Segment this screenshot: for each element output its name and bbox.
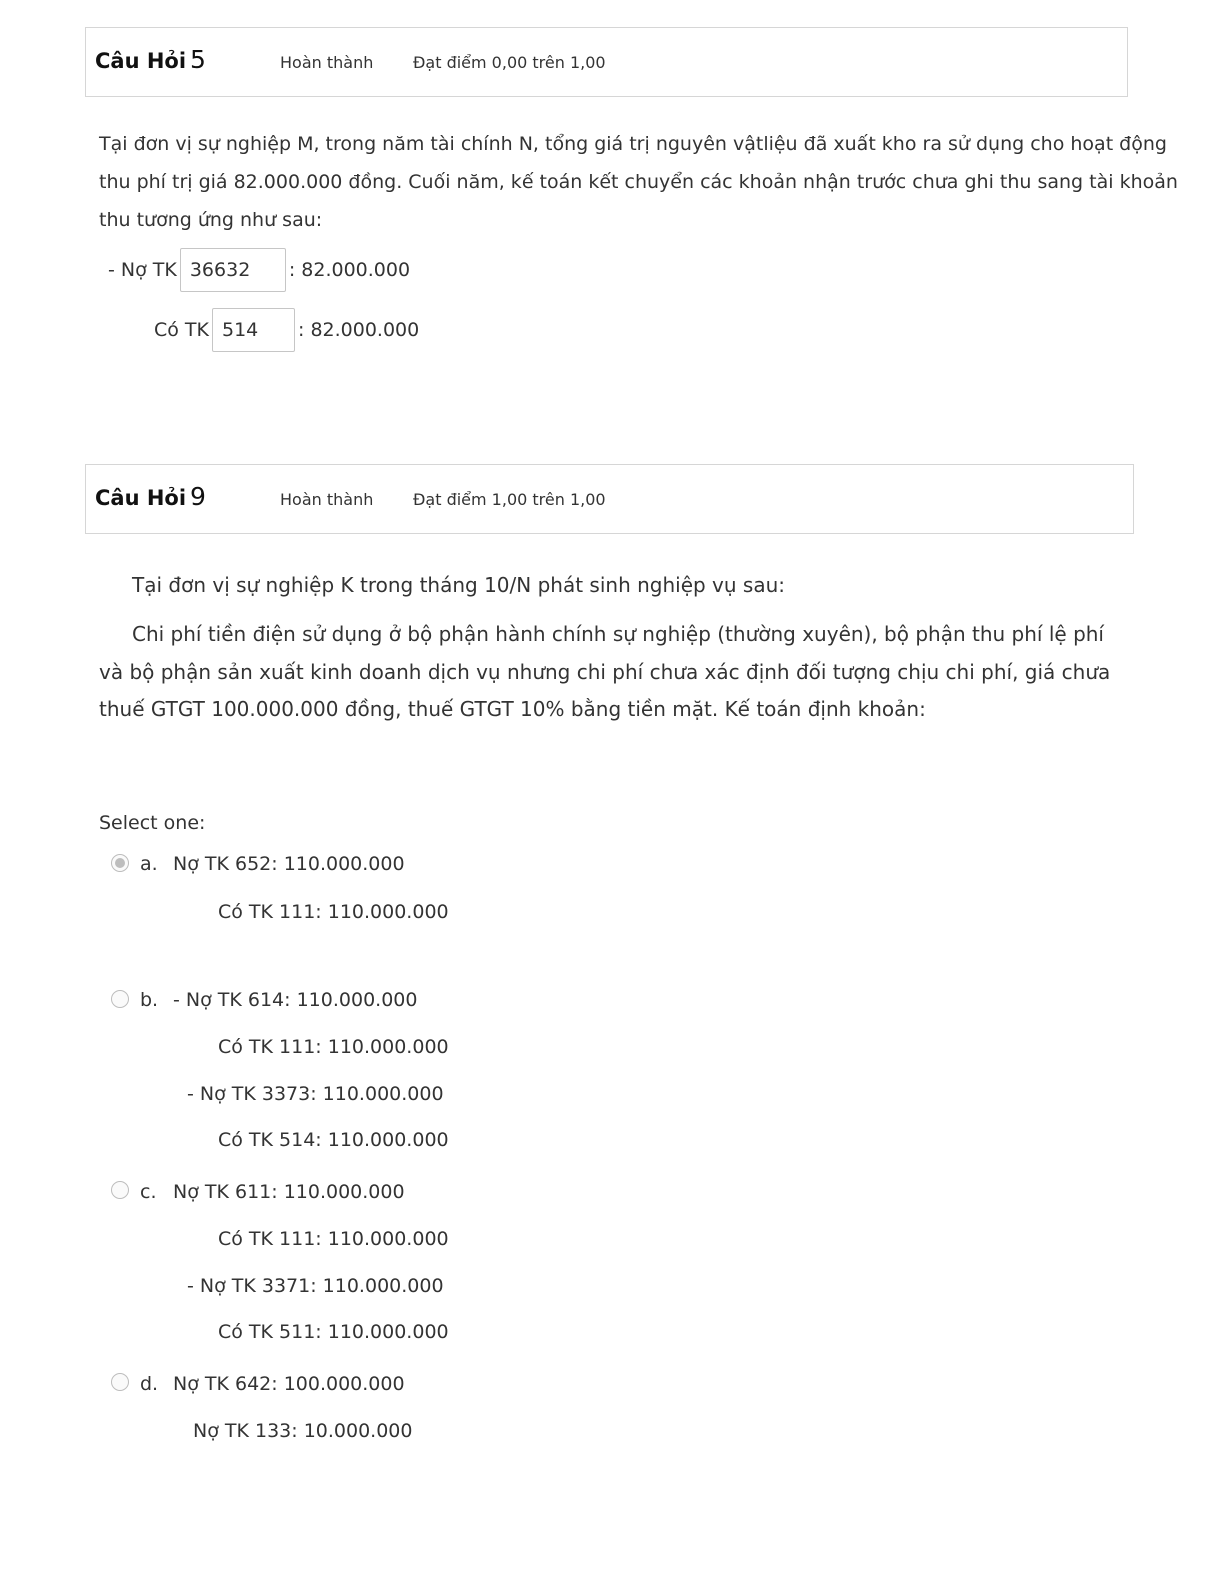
- question-9-text-line-2: Chi phí tiền điện sử dụng ở bộ phận hành chính sự nghiệp (thường xuyên), bộ phận thu phí lệ phí: [132, 622, 1104, 646]
- option-b-letter: b.: [140, 989, 159, 1011]
- credit-amount: : 82.000.000: [298, 319, 420, 341]
- question-5-state: Hoàn thành: [280, 53, 374, 72]
- option-c-line-2[interactable]: Có TK 111: 110.000.000: [218, 1228, 449, 1250]
- question-9-state: Hoàn thành: [280, 490, 374, 509]
- option-b-line-1[interactable]: - Nợ TK 614: 110.000.000: [173, 989, 418, 1011]
- question-5-info: [85, 27, 1128, 97]
- option-b-line-3[interactable]: - Nợ TK 3373: 110.000.000: [187, 1083, 444, 1105]
- debit-account-input[interactable]: 36632: [180, 248, 286, 292]
- question-5-text-line-3: thu tương ứng như sau:: [99, 209, 323, 231]
- option-d-letter: d.: [140, 1373, 159, 1395]
- question-9-info: [85, 464, 1134, 534]
- debit-amount: : 82.000.000: [288, 259, 411, 281]
- credit-label: Có TK: [154, 319, 209, 341]
- question-9-text-line-1: Tại đơn vị sự nghiệp K trong tháng 10/N phát sinh nghiệp vụ sau:: [132, 573, 786, 597]
- option-b-radio[interactable]: [111, 990, 129, 1008]
- debit-label: - Nợ TK: [108, 259, 177, 281]
- credit-account-input[interactable]: 514: [212, 308, 295, 352]
- option-b-line-4[interactable]: Có TK 514: 110.000.000: [218, 1129, 449, 1151]
- credit-entry: [154, 308, 419, 352]
- option-d-line-2[interactable]: Nợ TK 133: 10.000.000: [193, 1420, 413, 1442]
- option-c-line-3[interactable]: - Nợ TK 3371: 110.000.000: [187, 1275, 444, 1297]
- question-9-number: Câu Hỏi 9: [95, 482, 206, 511]
- question-5-grade: Đạt điểm 0,00 trên 1,00: [413, 53, 606, 72]
- option-a-radio[interactable]: [111, 854, 129, 872]
- option-a-letter: a.: [140, 853, 158, 875]
- option-c-line-4[interactable]: Có TK 511: 110.000.000: [218, 1321, 449, 1343]
- question-5-number: Câu Hỏi 5: [95, 45, 206, 74]
- option-a-line-1[interactable]: Nợ TK 652: 110.000.000: [173, 853, 405, 875]
- option-d-line-1[interactable]: Nợ TK 642: 100.000.000: [173, 1373, 405, 1395]
- option-c-letter: c.: [140, 1181, 157, 1203]
- question-5-text-line-1: Tại đơn vị sự nghiệp M, trong năm tài chính N, tổng giá trị nguyên vậtliệu đã xuất kho ra sử dụng cho hoạt động: [99, 133, 1167, 155]
- debit-entry: [108, 248, 410, 292]
- option-a-line-2[interactable]: Có TK 111: 110.000.000: [218, 901, 449, 923]
- option-c-radio[interactable]: [111, 1181, 129, 1199]
- question-5-text-line-2: thu phí trị giá 82.000.000 đồng. Cuối năm, kế toán kết chuyển các khoản nhận trước chưa ghi thu sang tài khoản: [99, 171, 1178, 193]
- question-9-text-line-3: và bộ phận sản xuất kinh doanh dịch vụ nhưng chi phí chưa xác định đối tượng chịu chi phí, giá chưa: [99, 660, 1111, 684]
- question-9-text-line-4: thuế GTGT 100.000.000 đồng, thuế GTGT 10% bằng tiền mặt. Kế toán định khoản:: [99, 697, 926, 721]
- select-one-prompt: Select one:: [99, 812, 206, 834]
- option-c-line-1[interactable]: Nợ TK 611: 110.000.000: [173, 1181, 405, 1203]
- question-9-grade: Đạt điểm 1,00 trên 1,00: [413, 490, 606, 509]
- option-d-radio[interactable]: [111, 1373, 129, 1391]
- option-b-line-2[interactable]: Có TK 111: 110.000.000: [218, 1036, 449, 1058]
